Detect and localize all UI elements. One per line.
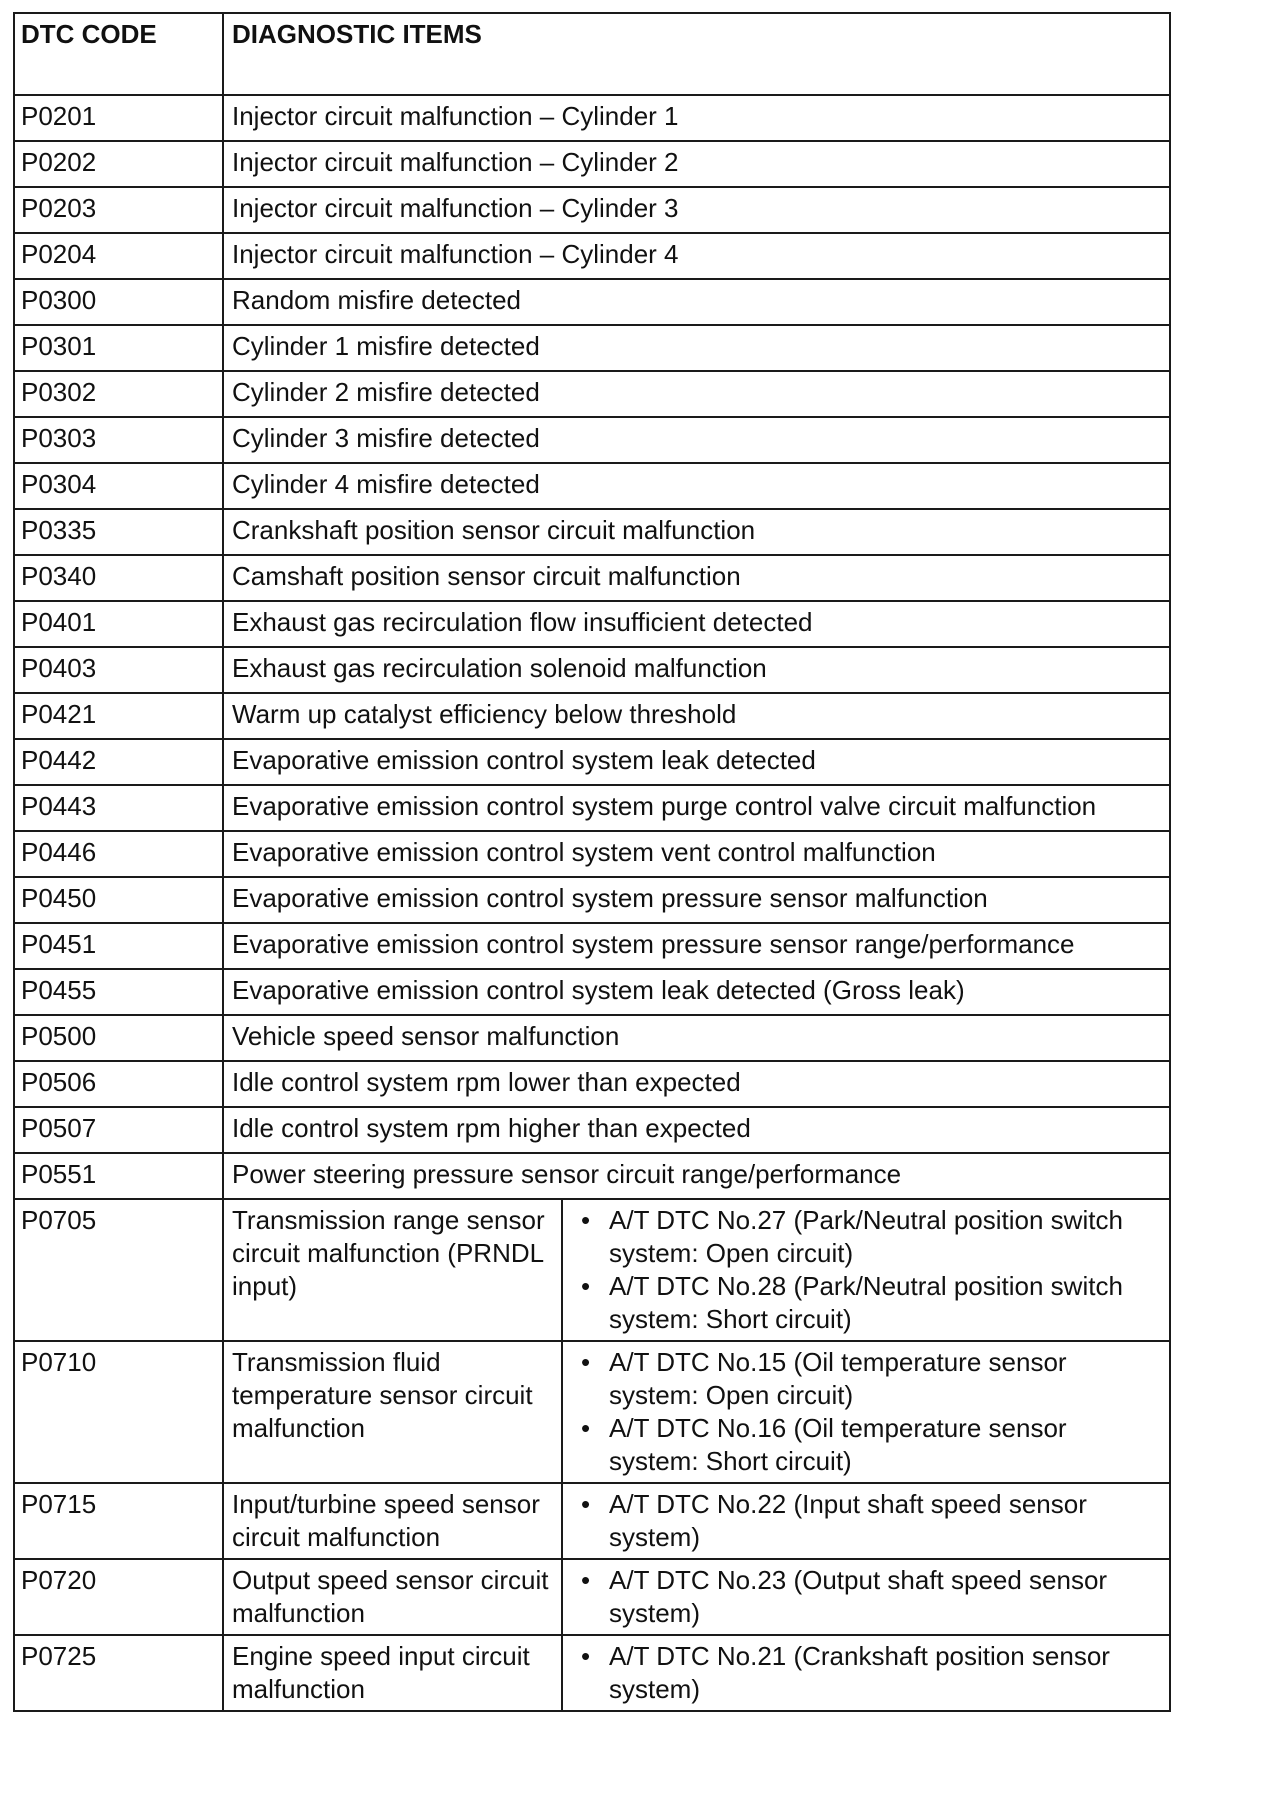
- diagnostic-item-cell: Injector circuit malfunction – Cylinder 4: [223, 233, 1170, 279]
- diagnostic-item-cell: Crankshaft position sensor circuit malfunction: [223, 509, 1170, 555]
- diagnostic-item-cell: Camshaft position sensor circuit malfunction: [223, 555, 1170, 601]
- at-dtc-note: • A/T DTC No.28 (Park/Neutral position switch system: Short circuit): [609, 1270, 1161, 1336]
- dtc-code-cell: P0421: [14, 693, 223, 739]
- at-dtc-notes-cell: [562, 1559, 1170, 1635]
- diagnostic-item-cell: Cylinder 4 misfire detected: [223, 463, 1170, 509]
- at-dtc-notes-list: [571, 1204, 1161, 1336]
- table-row: [14, 417, 1170, 463]
- dtc-table-body: [14, 13, 1170, 1711]
- dtc-code-cell: P0335: [14, 509, 223, 555]
- diagnostic-item-cell: Injector circuit malfunction – Cylinder 1: [223, 95, 1170, 141]
- diagnostic-item-cell: Evaporative emission control system pressure sensor range/performance: [223, 923, 1170, 969]
- diagnostic-item-cell: Exhaust gas recirculation flow insufficient detected: [223, 601, 1170, 647]
- table-row: [14, 1153, 1170, 1199]
- dtc-code-cell: P0301: [14, 325, 223, 371]
- at-dtc-notes-cell: [562, 1341, 1170, 1483]
- at-dtc-note: • A/T DTC No.16 (Oil temperature sensor system: Short circuit): [609, 1412, 1161, 1478]
- dtc-code-cell: P0302: [14, 371, 223, 417]
- diagnostic-item-cell: Cylinder 2 misfire detected: [223, 371, 1170, 417]
- diagnostic-item-cell: Transmission fluid temperature sensor circuit malfunction: [223, 1341, 562, 1483]
- at-dtc-notes-cell: [562, 1199, 1170, 1341]
- table-row: [14, 1635, 1170, 1711]
- diagnostic-item-cell: Output speed sensor circuit malfunction: [223, 1559, 562, 1635]
- at-dtc-notes-list: [571, 1488, 1161, 1554]
- diagnostic-item-cell: Random misfire detected: [223, 279, 1170, 325]
- dtc-code-cell: P0710: [14, 1341, 223, 1483]
- dtc-code-cell: P0442: [14, 739, 223, 785]
- table-row: [14, 601, 1170, 647]
- diagnostic-item-cell: Transmission range sensor circuit malfunction (PRNDL input): [223, 1199, 562, 1341]
- diagnostic-item-cell: Input/turbine speed sensor circuit malfunction: [223, 1483, 562, 1559]
- header-diagnostic-items: DIAGNOSTIC ITEMS: [223, 13, 1170, 95]
- diagnostic-item-cell: Idle control system rpm lower than expected: [223, 1061, 1170, 1107]
- table-row: [14, 371, 1170, 417]
- at-dtc-notes-cell: [562, 1483, 1170, 1559]
- diagnostic-item-cell: Exhaust gas recirculation solenoid malfunction: [223, 647, 1170, 693]
- table-row: [14, 233, 1170, 279]
- diagnostic-item-cell: Evaporative emission control system leak detected (Gross leak): [223, 969, 1170, 1015]
- table-row: [14, 509, 1170, 555]
- diagnostic-item-cell: Injector circuit malfunction – Cylinder 2: [223, 141, 1170, 187]
- at-dtc-note: • A/T DTC No.27 (Park/Neutral position switch system: Open circuit): [609, 1204, 1161, 1270]
- dtc-code-cell: P0451: [14, 923, 223, 969]
- table-row: [14, 1107, 1170, 1153]
- at-dtc-note: • A/T DTC No.15 (Oil temperature sensor system: Open circuit): [609, 1346, 1161, 1412]
- table-row: [14, 647, 1170, 693]
- diagnostic-item-cell: Engine speed input circuit malfunction: [223, 1635, 562, 1711]
- table-row: [14, 463, 1170, 509]
- table-row: [14, 1341, 1170, 1483]
- at-dtc-note: • A/T DTC No.22 (Input shaft speed sensor system): [609, 1488, 1161, 1554]
- dtc-code-cell: P0340: [14, 555, 223, 601]
- table-row: [14, 969, 1170, 1015]
- dtc-code-cell: P0403: [14, 647, 223, 693]
- at-dtc-note: • A/T DTC No.21 (Crankshaft position sensor system): [609, 1640, 1161, 1706]
- diagnostic-item-cell: Evaporative emission control system pressure sensor malfunction: [223, 877, 1170, 923]
- table-row: [14, 739, 1170, 785]
- dtc-code-cell: P0300: [14, 279, 223, 325]
- dtc-code-cell: P0203: [14, 187, 223, 233]
- diagnostic-item-cell: Evaporative emission control system vent control malfunction: [223, 831, 1170, 877]
- table-row: [14, 831, 1170, 877]
- table-row: [14, 1061, 1170, 1107]
- table-row: [14, 1559, 1170, 1635]
- table-row: [14, 555, 1170, 601]
- at-dtc-notes-cell: [562, 1635, 1170, 1711]
- dtc-code-cell: P0506: [14, 1061, 223, 1107]
- dtc-code-cell: P0725: [14, 1635, 223, 1711]
- dtc-code-cell: P0446: [14, 831, 223, 877]
- dtc-code-cell: P0507: [14, 1107, 223, 1153]
- table-row: [14, 785, 1170, 831]
- table-row: [14, 1015, 1170, 1061]
- diagnostic-item-cell: Warm up catalyst efficiency below threshold: [223, 693, 1170, 739]
- header-dtc-code: DTC CODE: [14, 13, 223, 95]
- at-dtc-note: • A/T DTC No.23 (Output shaft speed sensor system): [609, 1564, 1161, 1630]
- diagnostic-item-cell: Power steering pressure sensor circuit range/performance: [223, 1153, 1170, 1199]
- at-dtc-notes-list: [571, 1640, 1161, 1706]
- dtc-code-cell: P0720: [14, 1559, 223, 1635]
- table-row: [14, 279, 1170, 325]
- table-row: [14, 187, 1170, 233]
- diagnostic-item-cell: Evaporative emission control system leak detected: [223, 739, 1170, 785]
- table-row: [14, 325, 1170, 371]
- table-row: [14, 1199, 1170, 1341]
- dtc-code-cell: P0443: [14, 785, 223, 831]
- dtc-code-cell: P0455: [14, 969, 223, 1015]
- dtc-table: [13, 12, 1171, 1712]
- table-row: [14, 1483, 1170, 1559]
- diagnostic-item-cell: Evaporative emission control system purge control valve circuit malfunction: [223, 785, 1170, 831]
- table-row: [14, 693, 1170, 739]
- dtc-code-cell: P0303: [14, 417, 223, 463]
- table-row: [14, 877, 1170, 923]
- dtc-code-cell: P0304: [14, 463, 223, 509]
- diagnostic-item-cell: Vehicle speed sensor malfunction: [223, 1015, 1170, 1061]
- table-row: [14, 95, 1170, 141]
- dtc-code-cell: P0450: [14, 877, 223, 923]
- at-dtc-notes-list: [571, 1564, 1161, 1630]
- dtc-code-cell: P0551: [14, 1153, 223, 1199]
- diagnostic-item-cell: Injector circuit malfunction – Cylinder 3: [223, 187, 1170, 233]
- dtc-code-cell: P0201: [14, 95, 223, 141]
- dtc-code-cell: P0401: [14, 601, 223, 647]
- diagnostic-item-cell: Idle control system rpm higher than expected: [223, 1107, 1170, 1153]
- diagnostic-item-cell: Cylinder 3 misfire detected: [223, 417, 1170, 463]
- diagnostic-item-cell: Cylinder 1 misfire detected: [223, 325, 1170, 371]
- table-row: [14, 141, 1170, 187]
- dtc-code-cell: P0202: [14, 141, 223, 187]
- dtc-code-cell: P0715: [14, 1483, 223, 1559]
- dtc-code-cell: P0204: [14, 233, 223, 279]
- at-dtc-notes-list: [571, 1346, 1161, 1478]
- dtc-code-cell: P0500: [14, 1015, 223, 1061]
- table-header-row: [14, 13, 1170, 95]
- dtc-code-cell: P0705: [14, 1199, 223, 1341]
- table-row: [14, 923, 1170, 969]
